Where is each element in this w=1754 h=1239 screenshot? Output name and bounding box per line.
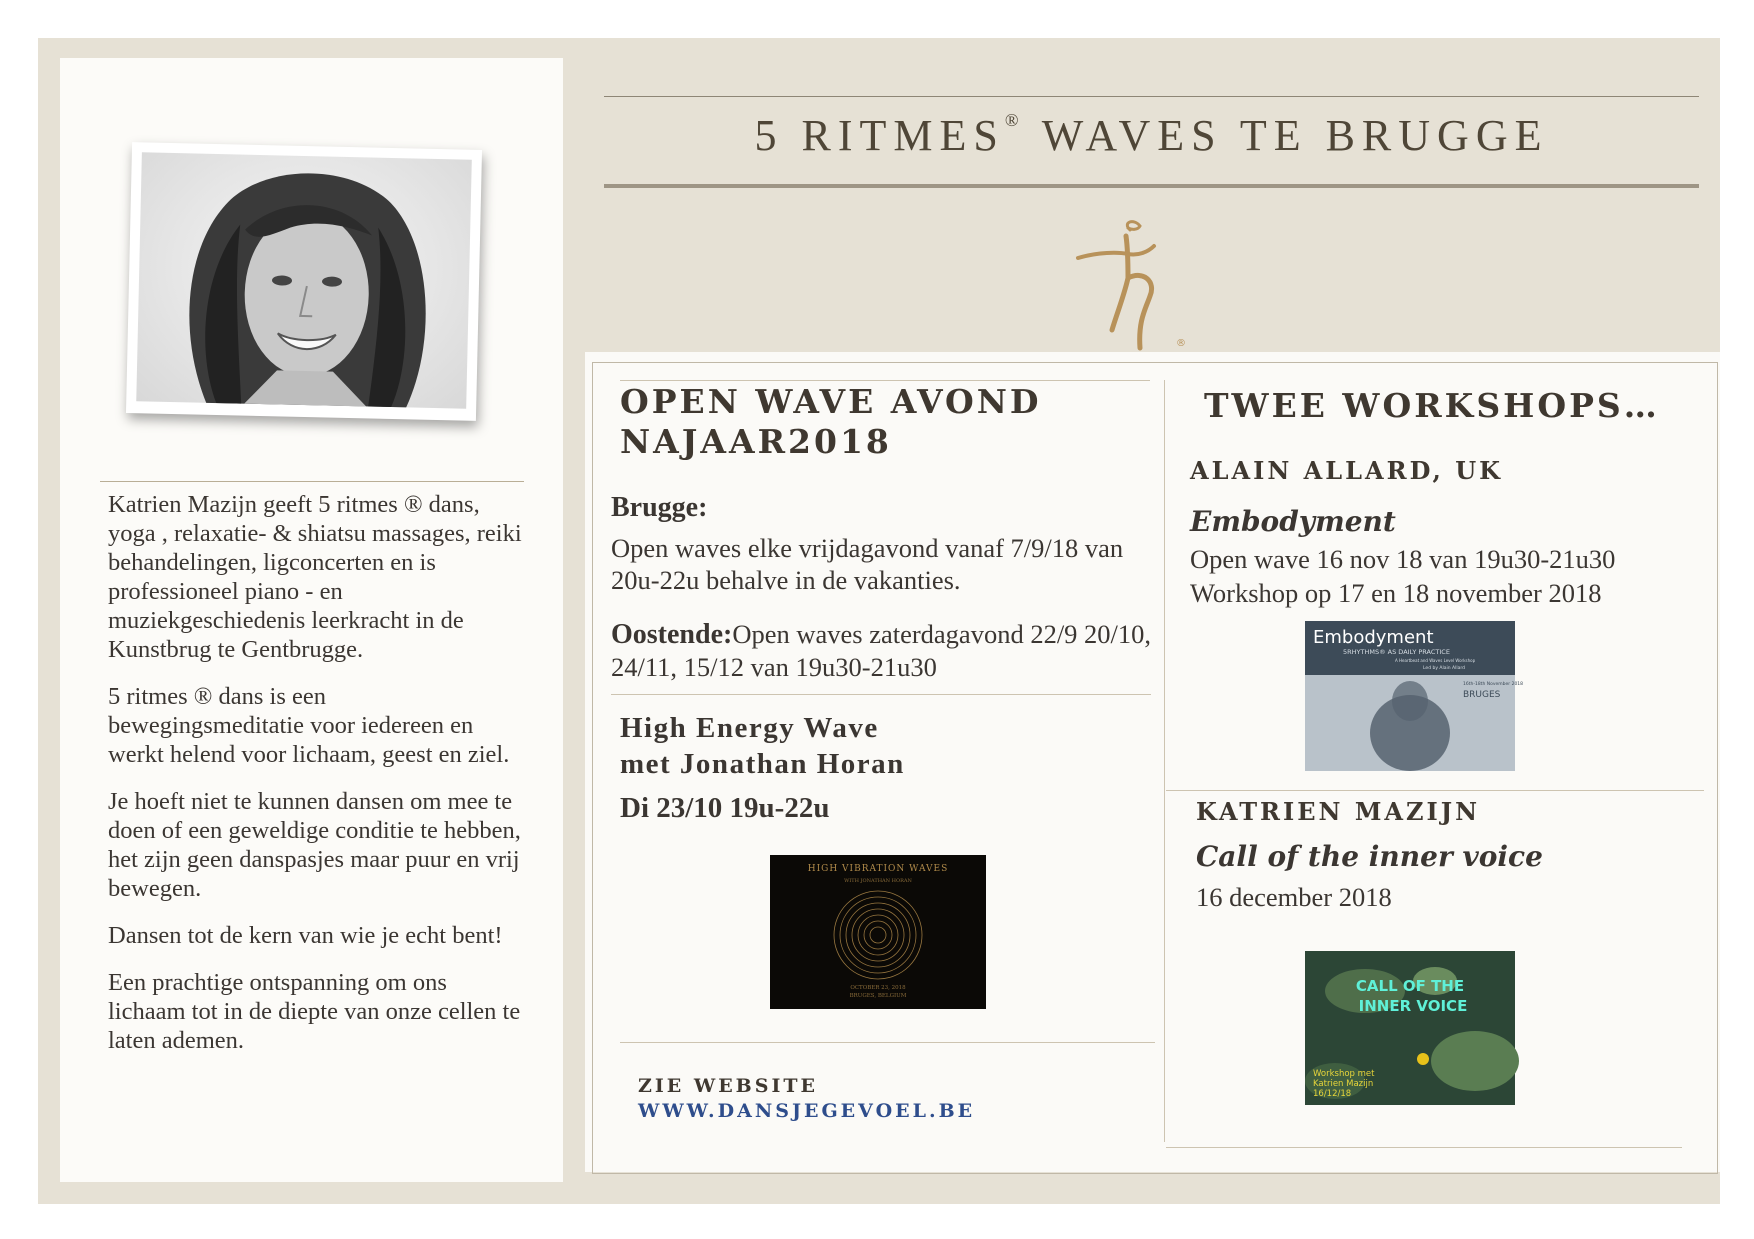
column-divider [1164, 380, 1165, 1142]
embodyment-poster-title: Embodyment [1313, 627, 1434, 648]
inner-voice-poster-small1: Workshop met [1313, 1069, 1375, 1079]
bio-text [108, 490, 528, 1073]
left-divider [100, 481, 524, 482]
section-divider [611, 694, 1151, 695]
oostende-dates: Open waves zaterdagavond 22/9 20/10, 24/11, 15/12 van 19u30-21u30 [611, 619, 1152, 682]
oostende-label: Oostende: [611, 619, 733, 650]
high-energy-heading [620, 710, 905, 782]
section-divider [1166, 790, 1704, 791]
section-divider [620, 1042, 1155, 1043]
portrait-photo [136, 152, 472, 408]
portrait-photo-frame [126, 142, 482, 421]
embodyment-line1: Open wave 16 nov 18 van 19u30-21u30 [1190, 544, 1616, 574]
inner-voice-poster-small2: Katrien Mazijn [1313, 1079, 1374, 1089]
high-energy-heading-line1: High Energy Wave [620, 712, 879, 744]
bio-paragraph: Katrien Mazijn geeft 5 ritmes ® dans, yoga , relaxatie- & shiatsu massages, reiki behandelingen, ligconcerten en is professioneel piano - en muziekgeschiedenis leerkracht in de Kunstbrug te Gentbrugge. [108, 491, 522, 663]
logo-registered-mark: ® [1176, 338, 1186, 349]
header-rule-top [604, 96, 1699, 97]
poster-date: OCTOBER 23, 2018 [850, 985, 906, 991]
poster-subtitle: WITH JONATHAN HORAN [844, 878, 912, 884]
poster-title: HIGH VIBRATION WAVES [807, 864, 949, 874]
bio-paragraph: Je hoeft niet te kunnen dansen om mee te doen of een geweldige conditie te hebben, het zijn geen danspasjes maar puur en vrij bewegen. [108, 788, 521, 902]
oostende-text [611, 618, 1156, 683]
poster-place: BRUGES, BELGIUM [849, 993, 907, 999]
bio-paragraph: Een prachtige ontspanning om ons lichaam tot in de diepte van onze cellen te laten ademen. [108, 969, 521, 1054]
workshop-title-inner-voice: Call of the inner voice [1196, 840, 1543, 873]
section-divider [1166, 1147, 1682, 1148]
brugge-text: Open waves elke vrijdagavond vanaf 7/9/18 van 20u-22u behalve in de vakanties. [611, 533, 1124, 595]
open-wave-heading-line2: NAJAAR2018 [620, 422, 892, 461]
inner-voice-poster-line1: CALL OF THE [1355, 977, 1465, 995]
section-divider [620, 380, 1150, 381]
workshops-heading: TWEE WORKSHOPS… [1204, 386, 1660, 425]
teacher-katrien-mazijn: KATRIEN MAZIJN [1196, 797, 1481, 826]
header-rule-bottom [604, 184, 1699, 188]
open-wave-heading [620, 382, 1042, 462]
dancer-logo-icon [1068, 216, 1198, 356]
embodyment-poster-date: 16th-18th November 2018 [1463, 682, 1524, 687]
high-energy-heading-line2: met Jonathan Horan [620, 748, 905, 780]
website-link[interactable]: WWW.DANSJEGEVOEL.BE [638, 1100, 976, 1122]
embodyment-poster-small1: A Heartbeat and Waves Level Workshop [1395, 658, 1476, 663]
open-wave-heading-line1: OPEN WAVE AVOND [620, 382, 1042, 421]
teacher-alain-allard: ALAIN ALLARD, UK [1190, 456, 1504, 485]
embodyment-poster-small2: Led by Alain Allard [1423, 666, 1466, 671]
inner-voice-poster-small3: 16/12/18 [1313, 1089, 1352, 1099]
inner-voice-poster-line2: INNER VOICE [1358, 997, 1468, 1015]
high-energy-date: Di 23/10 19u-22u [620, 792, 830, 824]
embodyment-line2: Workshop op 17 en 18 november 2018 [1190, 578, 1602, 608]
page-title [604, 110, 1699, 161]
inner-voice-date: 16 december 2018 [1196, 882, 1392, 912]
title-part: 5 RITMES [754, 111, 1005, 160]
embodyment-poster-place: BRUGES [1463, 690, 1501, 700]
embodyment-poster-sub: 5RHYTHMS® AS DAILY PRACTICE [1343, 648, 1450, 656]
brugge-label: Brugge: [611, 492, 708, 523]
website-label: ZIE WEBSITE [638, 1075, 818, 1097]
embodyment-poster [1305, 621, 1524, 771]
registered-mark: ® [1004, 110, 1019, 130]
workshop-title-embodyment: Embodyment [1190, 505, 1396, 538]
bio-paragraph: 5 ritmes ® dans is een bewegingsmeditatie voor iedereen en werkt helend voor lichaam, geest en ziel. [108, 683, 510, 768]
bio-paragraph: Dansen tot de kern van wie je echt bent! [108, 922, 503, 949]
title-part: WAVES TE BRUGGE [1041, 111, 1549, 160]
inner-voice-poster [1305, 951, 1515, 1105]
high-vibration-poster [770, 855, 986, 1009]
